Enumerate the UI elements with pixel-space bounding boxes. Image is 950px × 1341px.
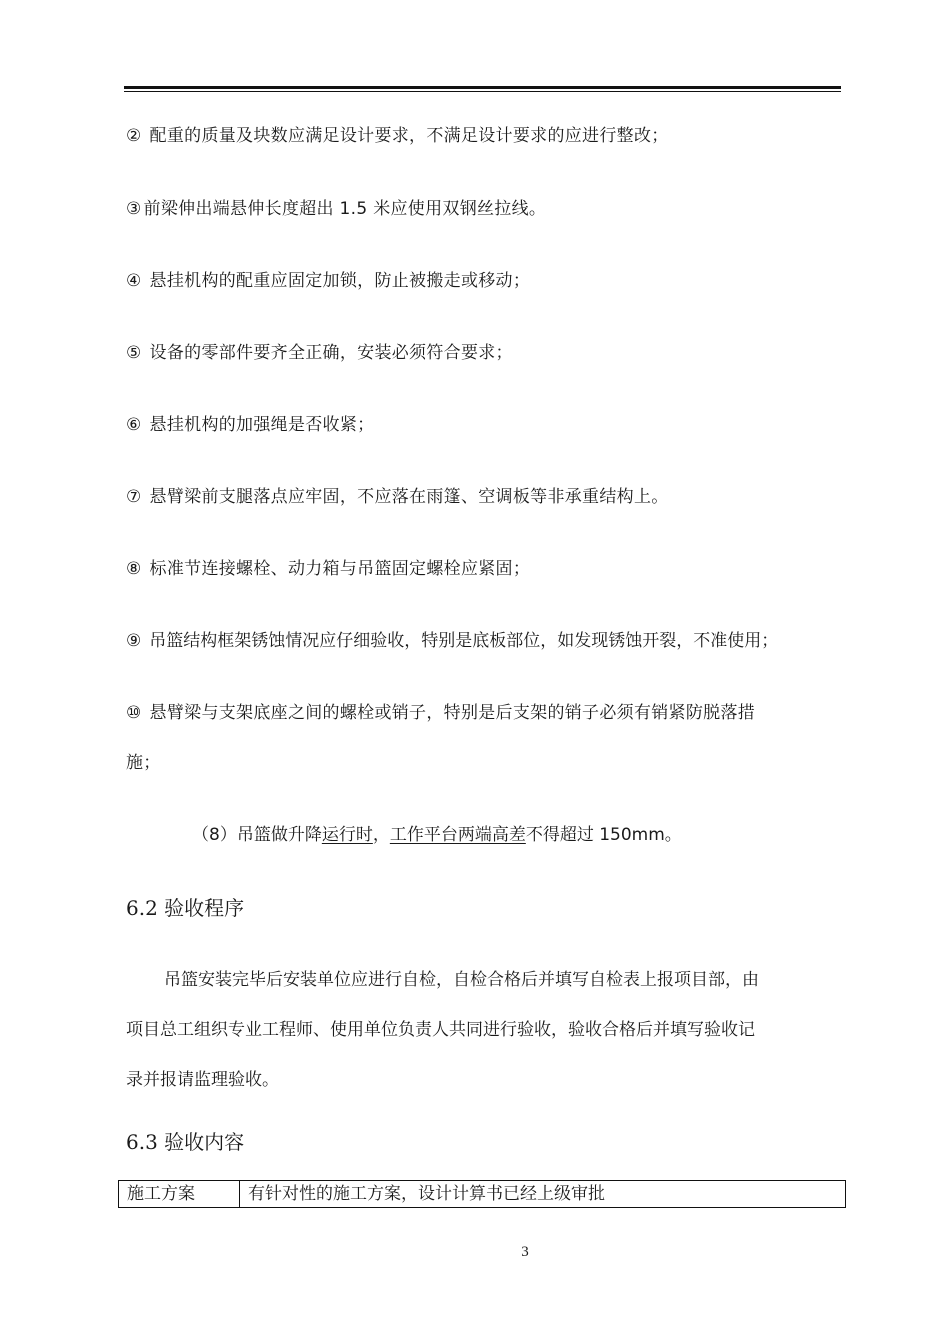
list-item — [126, 629, 778, 653]
item-number: ⑨ — [126, 631, 142, 651]
list-item — [126, 341, 513, 365]
item-text: 悬臂梁前支腿落点应牢固，不应落在雨篷、空调板等非承重结构上。 — [149, 487, 669, 507]
sub-item — [192, 823, 682, 847]
item-text: 前梁伸出端悬伸长度超出 1.5 米应使用双钢丝拉线。 — [143, 199, 547, 219]
item-number: ⑩ — [126, 703, 142, 723]
list-item — [126, 197, 546, 221]
item-number: ③ — [126, 199, 142, 219]
section-heading: 6.2 验收程序 — [126, 896, 245, 920]
page-number: 3 — [521, 1244, 529, 1260]
table-row — [119, 1181, 846, 1208]
item-number: ⑤ — [126, 343, 142, 363]
item-text: 悬挂机构的配重应固定加锁，防止被搬走或移动； — [149, 271, 531, 291]
item-number: ⑧ — [126, 559, 142, 579]
item-text: 悬挂机构的加强绳是否收紧； — [149, 415, 375, 435]
sub-item-middle: ， — [372, 825, 390, 845]
table-cell-label: 施工方案 — [119, 1181, 240, 1208]
item-number: ⑥ — [126, 415, 142, 435]
list-item — [126, 413, 374, 437]
table-cell-value: 有针对性的施工方案，设计计算书已经上级审批 — [240, 1181, 846, 1208]
paragraph-line: 吊篮安装完毕后安装单位应进行自检，自检合格后并填写自检表上报项目部，由 — [164, 970, 759, 990]
header-rule-thin — [124, 91, 841, 92]
item-text: 悬臂梁与支架底座之间的螺栓或销子，特别是后支架的销子必须有销紧防脱落措 — [149, 703, 756, 723]
paragraph-line: 项目总工组织专业工程师、使用单位负责人共同进行验收，验收合格后并填写验收记 — [126, 1020, 755, 1040]
item-text: 施； — [126, 753, 161, 773]
list-item — [126, 269, 530, 293]
item-number: ⑦ — [126, 487, 142, 507]
paragraph-line: 录并报请监理验收。 — [126, 1070, 279, 1090]
list-item — [126, 124, 669, 148]
list-item-continuation — [126, 751, 161, 775]
sub-item-underlined: 工作平台两端高差 — [389, 825, 526, 845]
list-item — [126, 701, 755, 725]
header-rule — [124, 86, 841, 89]
list-item — [126, 485, 669, 509]
list-item — [126, 557, 530, 581]
item-text: 设备的零部件要齐全正确，安装必须符合要求； — [149, 343, 513, 363]
sub-item-underlined: 运行时 — [321, 825, 373, 845]
inspection-table — [118, 1180, 846, 1208]
sub-item-suffix: 不得超过 150mm。 — [525, 825, 682, 845]
item-number: ④ — [126, 271, 142, 291]
item-text: 吊篮结构框架锈蚀情况应仔细验收，特别是底板部位，如发现锈蚀开裂，不准使用； — [149, 631, 779, 651]
item-number: ② — [126, 126, 142, 146]
item-text: 配重的质量及块数应满足设计要求，不满足设计要求的应进行整改； — [149, 126, 669, 146]
section-heading: 6.3 验收内容 — [126, 1130, 245, 1154]
sub-item-prefix: （8）吊篮做升降 — [192, 825, 322, 845]
item-text: 标准节连接螺栓、动力箱与吊篮固定螺栓应紧固； — [149, 559, 531, 579]
